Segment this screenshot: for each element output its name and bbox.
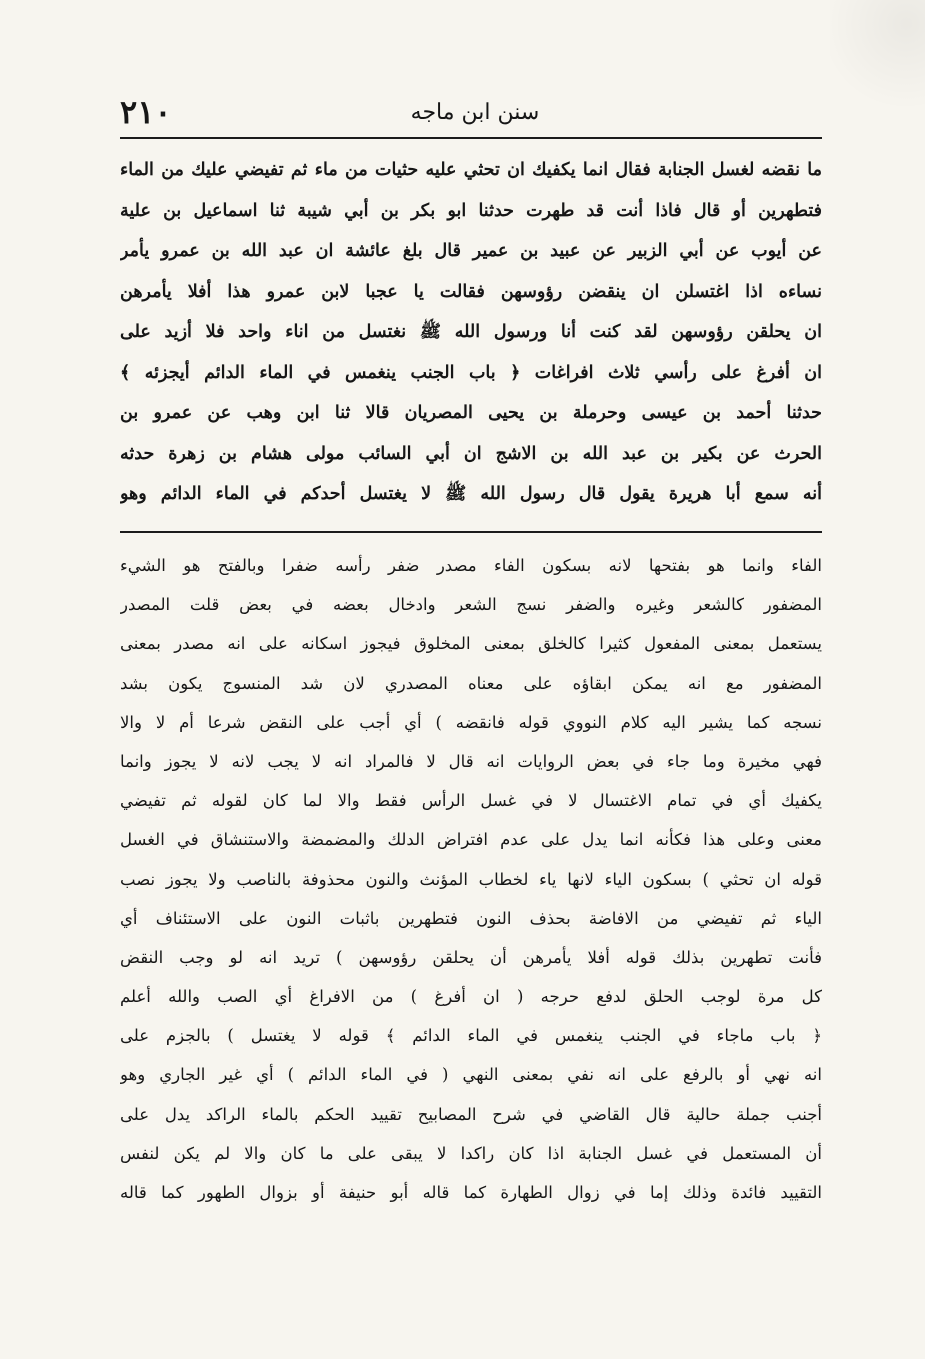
commentary-line: أجنب جملة حالية قال القاضي في شرح المصابيح تقييد الحكم بالماء الراكد يدل على — [120, 1104, 822, 1124]
hadith-line: حدثنا أحمد بن عيسى وحرملة بن يحيى المصريان قالا ثنا ابن وهب عن عمرو بن — [120, 403, 822, 423]
chapter-heading-line: ﴿ باب ماجاء في الجنب ينغمس في الماء الدائم ﴾ قوله لا يغتسل ) بالجزم على — [120, 1026, 822, 1046]
section-divider — [120, 531, 822, 533]
commentary-line: يكفيك أي في تمام الاغتسال لا في غسل الرأس فقط والا لما كان لقوله ثم تفيضي — [120, 791, 822, 811]
hadith-line: ان يحلقن رؤوسهن لقد كنت أنا ورسول الله ﷺ نغتسل من اناء واحد فلا أزيد على — [120, 322, 822, 342]
commentary-text — [120, 546, 822, 1212]
page-number: ٢١٠ — [120, 93, 172, 131]
page-corner-shading — [830, 0, 925, 120]
commentary-line: معنى وعلى هذا فكأنه انما يدل على عدم افتراض الدلك والمضمضة والاستنشاق في الغسل — [120, 830, 822, 850]
hadith-line: ما نقضه لغسل الجنابة فقال انما يكفيك ان تحثي عليه حثيات من ماء ثم تفيضي عليك من الماء — [120, 160, 822, 180]
header-rule — [120, 137, 822, 139]
hadith-line: فتطهرين أو قال فاذا أنت قد طهرت حدثنا ابو بكر بن أبي شيبة ثنا اسماعيل بن علية — [120, 200, 822, 221]
hadith-line: أنه سمع أبا هريرة يقول قال رسول الله ﷺ لا يغتسل أحدكم في الماء الدائم وهو — [120, 484, 822, 504]
commentary-line: المضفور مع انه يمكن ابقاؤه على معناه المصدري لان شد المنسوج يكون بشد — [120, 673, 822, 693]
hadith-text — [120, 150, 822, 515]
book-title: سنن ابن ماجه — [410, 100, 540, 125]
commentary-line: قوله ان تحثي ) بسكون الياء لانها ياء لخطاب المؤنث والنون محذوفة بالناصب ولا يجوز نصب — [120, 869, 822, 889]
commentary-line: فأنت تطهرين بذلك قوله أفلا يأمرهن أن يحلقن رؤوسهن ) تريد انه لو وجب النقض — [120, 947, 822, 967]
commentary-line: يستعمل بمعنى المفعول كثيرا كالخلق بمعنى المخلوق فيجوز اسكانه على انه مصدر بمعنى — [120, 634, 822, 654]
hadith-line: نساءه اذا اغتسلن ان ينقضن رؤوسهن فقالت يا عجبا لابن عمرو هذا أفلا يأمرهن — [120, 281, 822, 302]
page-header — [120, 92, 820, 136]
commentary-line: المضفور كالشعر وغيره والضفر نسج الشعر وادخال بعضه في بعض قلت المصدر — [120, 595, 822, 615]
commentary-line: فهي مخيرة وما جاء في بعض الروايات انه قال لا فالمراد انه لا يجب لانه لا يجوز وانما — [120, 751, 822, 771]
commentary-line: التقييد فائدة وذلك إما في زوال الطهارة كما قاله أبو حنيفة أو بزوال الطهور كما قاله — [120, 1183, 822, 1202]
hadith-line: الحرث عن بكير بن عبد الله بن الاشج ان أبي السائب مولى هشام بن زهرة حدثه — [120, 443, 822, 464]
commentary-line: الفاء وانما هو بفتحها لانه بسكون الفاء مصدر ضفر رأسه ضفرا وبالفتح هو الشيء — [120, 556, 822, 575]
commentary-line: أن المستعمل في غسل الجنابة اذا كان راكدا لا يبقى على ما كان والا لم يكن لنفس — [120, 1143, 822, 1163]
commentary-line: الياء ثم تفيضي من الافاضة بحذف النون فتطهرين باثبات النون على الاستئناف أي — [120, 908, 822, 928]
commentary-line: انه نهي أو بالرفع على انه نفي بمعنى النهي ( في الماء الدائم ) أي غير الجاري وهو — [120, 1065, 822, 1085]
commentary-line: نسجه كما يشير اليه كلام النووي قوله فانقضه ) أي أجب على النقض شرعا أم لا والا — [120, 712, 822, 732]
commentary-line: كل مرة لوجب الحلق لدفع حرجه ( ان أفرغ ) من الافراغ أي الصب والله أعلم — [120, 987, 822, 1007]
hadith-line: عن أيوب عن أبي الزبير عن عبيد بن عمير قال بلغ عائشة ان عبد الله بن عمرو يأمر — [120, 241, 822, 261]
chapter-heading-line: ان أفرغ على رأسي ثلاث افراغات ﴿ باب الجنب ينغمس في الماء الدائم أيجزئه ﴾ — [120, 362, 822, 383]
